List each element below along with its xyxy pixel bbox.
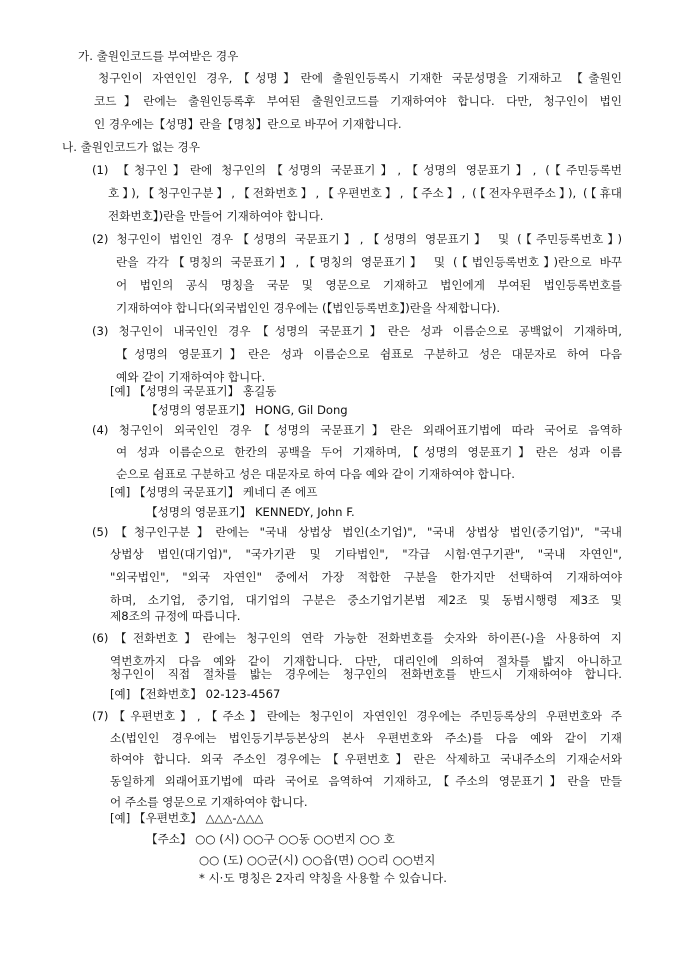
item-4-example: [예] 【성명의 국문표기】 케네디 존 에프 [110,485,318,499]
item-6-line: 역번호까지 다음 예와 같이 기재합니다. 다만, 대리인에 의하여 절차를 밟지 아니하고 [110,654,622,668]
item-2-line: (2) 청구인이 법인인 경우【성명의 국문표기】,【성명의 영문표기】 및 (【주민등록번호】) [92,232,622,246]
item-6-line: (6)【전화번호】란에는 청구인의 연락 가능한 전화번호를 숫자와 하이픈(-)을 사용하여 지 [92,631,622,645]
item-7-example: [예] 【우편번호】 △△△-△△△ [110,811,264,825]
item-4-line: 순으로 쉼표로 구분하고 성은 대문자로 하여 다음 예와 같이 기재하여야 합니다. [116,467,515,481]
item-3-line: (3) 청구인이 내국인인 경우【성명의 국문표기】란은 성과 이름순으로 공백없이 기재하며, [92,324,622,338]
section-a-heading: 가. 출원인코드를 부여받은 경우 [78,49,239,63]
item-3-line: 【성명의 영문표기】란은 성과 이름순으로 쉼표로 구분하고 성은 대문자로 하여 다음 [116,347,622,361]
item-2-line: 어 법인의 공식 명칭을 국문 및 영문으로 기재하고 법인에게 부여된 법인등록번호를 [116,278,622,292]
item-7-line: 동일하게 외래어표기법에 따라 국어로 음역하여 기재하고,【주소의 영문표기】란을 만들 [110,774,622,788]
item-2-line: 란을 각각【명칭의 국문표기】,【명칭의 영문표기】 및 (【법인등록번호】)란으로 바꾸 [116,255,622,269]
item-7-line: 어 주소를 영문으로 기재하여야 합니다. [110,795,308,809]
item-3-line: 예와 같이 기재하여야 합니다. [116,370,266,384]
item-5-line: 상법상 법인(대기업)", "국가기관 및 기타법인", "각급 시험·연구기관", "국내 자연인", [110,547,622,561]
section-a-line: 인 경우에는【성명】란을【명칭】란으로 바꾸어 기재합니다. [94,117,402,131]
item-5-line: 제8조의 규정에 따릅니다. [110,609,241,623]
item-7-line: (7)【우편번호】,【주소】란에는 청구인이 자연인인 경우에는 주민등록상의 우편번호와 주 [92,709,622,723]
item-1-line: 호】),【청구인구분】,【전화번호】,【우편번호】,【주소】, (【전자우편주소】), (【휴대 [108,186,622,200]
item-5-line: (5)【청구인구분】란에는 "국내 상법상 법인(소기업)", "국내 상법상 법인(중기업)", "국내 [92,525,622,539]
item-4-line: (4) 청구인이 외국인인 경우【성명의 국문표기】란은 외래어표기법에 따라 국어로 음역하 [92,423,622,437]
item-3-example: 【성명의 영문표기】 HONG, Gil Dong [146,403,348,417]
item-7-note: * 시·도 명칭은 2자리 약칭을 사용할 수 있습니다. [199,871,447,885]
item-1-line: (1) 【청구인】란에 청구인의【성명의 국문표기】,【성명의 영문표기】, (【주민등록번 [92,163,622,177]
item-4-line: 여 성과 이름순으로 한칸의 공백을 두어 기재하며,【성명의 영문표기】란은 성과 이름 [116,445,622,459]
section-a-line: 코드】란에는 출원인등록후 부여된 출원인코드를 기재하여야 합니다. 다만, 청구인이 법인 [94,94,622,108]
item-6-line: 청구인이 직접 절차를 밟는 경우에는 청구인의 전화번호를 반드시 기재하여야 합니다. [110,667,622,681]
item-4-example: 【성명의 영문표기】 KENNEDY, John F. [146,505,355,519]
item-5-line: "외국법인", "외국 자연인" 중에서 가장 적합한 구분을 한가지만 선택하여 기재하여야 [110,570,622,584]
item-3-example: [예] 【성명의 국문표기】 홍길동 [110,384,277,398]
item-6-example: [예] 【전화번호】 02-123-4567 [110,687,281,701]
item-5-line: 하며, 소기업, 중기업, 대기업의 구분은 중소기업기본법 제2조 및 동법시행령 제3조 및 [110,593,622,607]
item-7-line: 하여야 합니다. 외국 주소인 경우에는【우편번호】란은 삭제하고 국내주소의 기재순서와 [110,752,622,766]
item-7-example: ○○ (도) ○○군(시) ○○읍(면) ○○리 ○○번지 [199,853,436,867]
section-b-heading: 나. 출원인코드가 없는 경우 [62,140,200,154]
item-2-line: 기재하여야 합니다(외국법인인 경우에는 (【법인등록번호】)란을 삭제합니다). [116,301,501,315]
item-7-line: 소(법인인 경우에는 법인등기부등본상의 본사 우편번호와 주소)를 다음 예와 같이 기재 [110,731,622,745]
section-a-line: 청구인이 자연인인 경우,【성명】란에 출원인등록시 기재한 국문성명을 기재하고 【출원인 [98,71,622,85]
item-7-example: 【주소】 ○○ (시) ○○구 ○○동 ○○번지 ○○ 호 [146,832,395,846]
item-1-line: 전화번호】)란을 만들어 기재하여야 합니다. [108,209,324,223]
